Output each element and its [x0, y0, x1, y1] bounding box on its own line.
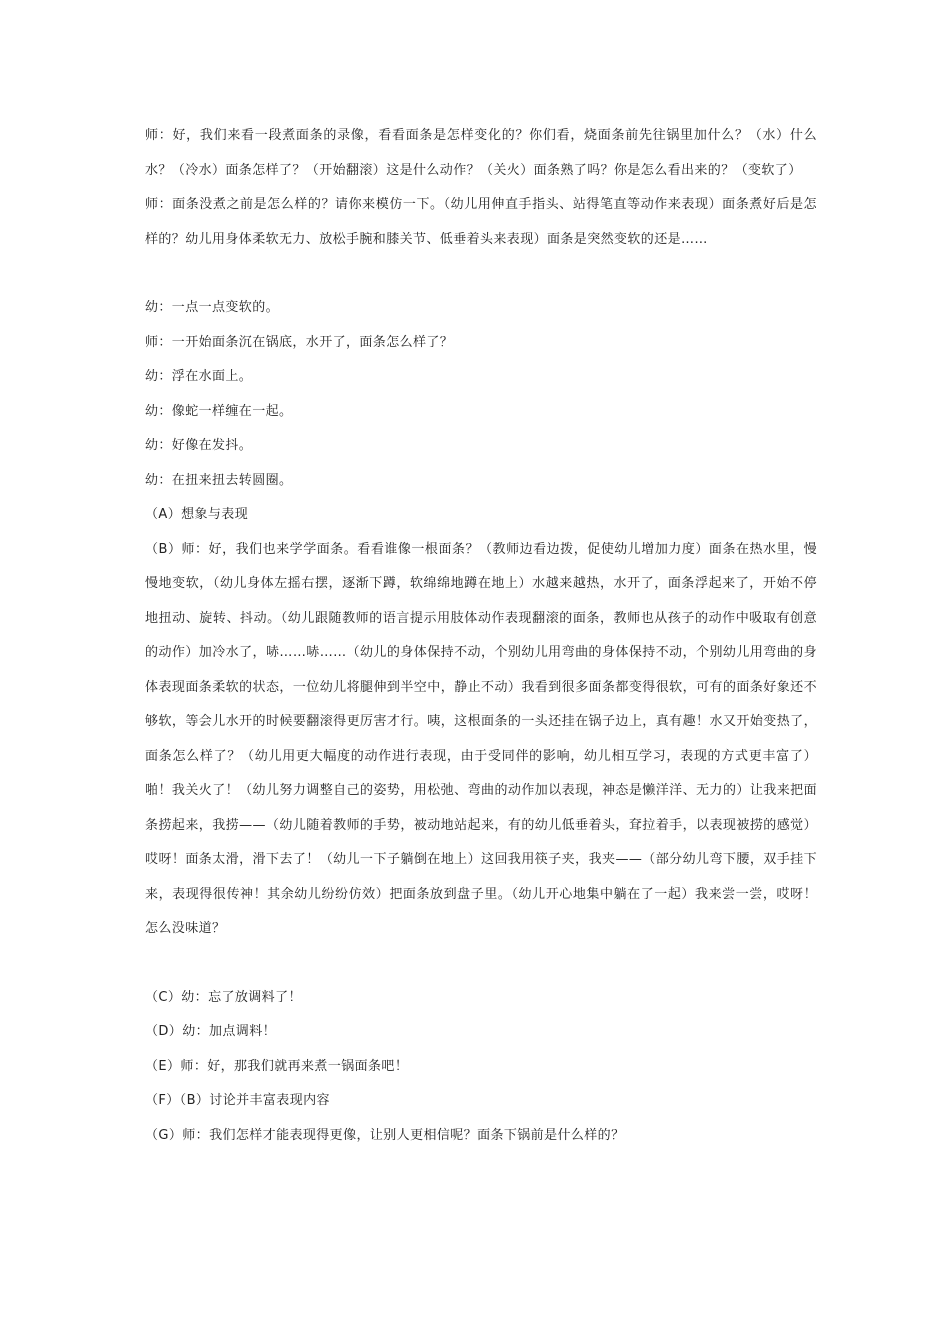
paragraph-before-cooking: 师：面条没煮之前是怎么样的？请你来模仿一下。（幼儿用伸直手指头、站得笔直等动作来表现）面条煮好后是怎样的？幼儿用身体柔软无力、放松手腕和膝关节、低垂着头来表现）面条是突然变软的还是…… — [145, 197, 817, 247]
paragraph-child-answer-soft: 幼：一点一点变软的。 — [145, 300, 280, 315]
paragraph-teacher-question-more: （G）师：我们怎样才能表现得更像，让别人更相信呢？面条下锅前是什么样的？ — [145, 1127, 625, 1143]
paragraph-teacher-question-boil: 师：一开始面条沉在锅底，水开了，面条怎么样了？ — [145, 334, 454, 350]
paragraph-video-intro: 师：好，我们来看一段煮面条的录像，看看面条是怎样变化的？你们看，烧面条前先往锅里加什么？（水）什么水？（冷水）面条怎样了？（开始翻滚）这是什么动作？（关火）面条熟了吗？你是怎么看出来的？（变软了） — [145, 128, 817, 178]
section-heading-discussion: （F）（B）讨论并丰富表现内容 — [145, 1093, 330, 1108]
paragraph-teacher-cook-again: （E）师：好，那我们就再来煮一锅面条吧！ — [145, 1058, 409, 1074]
paragraph-child-answer-twist: 幼：在扭来扭去转圆圈。 — [145, 472, 293, 488]
document-body — [145, 119, 817, 1153]
paragraph-child-forgot-seasoning: （C）幼：忘了放调料了！ — [145, 989, 302, 1005]
paragraph-gap — [145, 257, 817, 291]
paragraph-gap — [145, 947, 817, 981]
paragraph-child-add-seasoning: （D）幼：加点调料！ — [145, 1024, 277, 1039]
paragraph-child-answer-snake: 幼：像蛇一样缠在一起。 — [145, 403, 293, 419]
paragraph-child-answer-shake: 幼：好像在发抖。 — [145, 438, 253, 453]
paragraph-imitation-activity: （B）师：好，我们也来学学面条。看看谁像一根面条？（教师边看边拨，促使幼儿增加力度）面条在热水里，慢慢地变软，（幼儿身体左摇右摆，逐渐下蹲，软绵绵地蹲在地上）水越来越热，水开了，面条浮起来了，开始不停地扭动、旋转、抖动。（幼儿跟随教师的语言提示用肢体动作表现翻滚的面条，教师也从孩子的动作中吸取有创意的动作）加冷水了，哧……哧……（幼儿的身体保持不动，个别幼儿用弯曲的身体保持不动，个别幼儿用弯曲的身体表现面条柔软的状态，一位幼儿将腿伸到半空中，静止不动）我看到很多面条都变得很软，可有的面条好象还不够软，等会儿水开的时候要翻滚得更厉害才行。咦，这根面条的一头还挂在锅子边上，真有趣！水又开始变热了，面条怎么样了？（幼儿用更大幅度的动作进行表现，由于受同伴的影响，幼儿相互学习，表现的方式更丰富了）啪！我关火了！（幼儿努力调整自己的姿势，用松弛、弯曲的动作加以表现，神态是懒洋洋、无力的）让我来把面条捞起来，我捞——（幼儿随着教师的手势，被动地站起来，有的幼儿低垂着头，耷拉着手，以表现被捞的感觉）哎呀！面条太滑，滑下去了！（幼儿一下子躺倒在地上）这回我用筷子夹，我夹——（部分幼儿弯下腰，双手挂下来，表现得很传神！其余幼儿纷纷仿效）把面条放到盘子里。（幼儿开心地集中躺在了一起）我来尝一尝，哎呀！怎么没味道？ — [145, 541, 817, 936]
section-heading-imagination: （A）想象与表现 — [145, 507, 249, 522]
paragraph-child-answer-float: 幼：浮在水面上。 — [145, 369, 253, 384]
